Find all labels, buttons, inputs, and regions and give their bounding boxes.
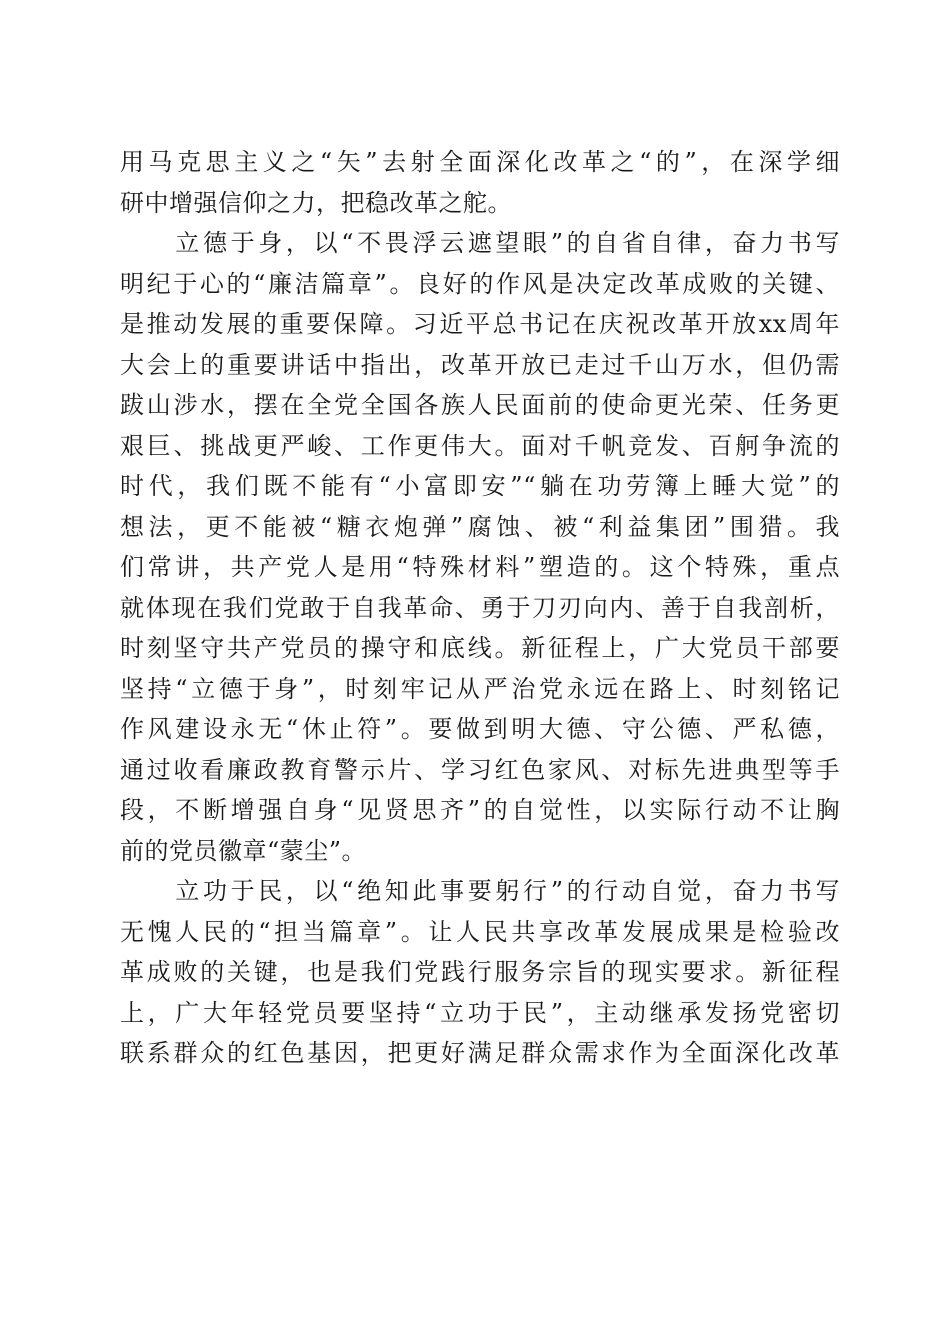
- text-line: 跋山涉水，摆在全党全国各族人民面前的使命更光荣、任务更: [120, 391, 840, 419]
- text-line: 坚持“立德于身”，时刻牢记从严治党永远在路上、时刻铭记: [120, 674, 840, 703]
- text-line: 上，广大年轻党员要坚持“立功于民”，主动继承发扬党密切: [120, 998, 840, 1027]
- text-line: 段，不断增强自身“见贤思齐”的自觉性，以实际行动不让胸: [120, 796, 840, 824]
- paragraph-1: [120, 142, 840, 223]
- text-line: 前的党员徽章“蒙尘”。: [120, 836, 367, 865]
- text-line: 时刻坚守共产党员的操守和底线。新征程上，广大党员干部要: [120, 634, 840, 662]
- text-line: 大会上的重要讲话中指出，改革开放已走过千山万水，但仍需: [120, 350, 840, 379]
- text-line: 革成败的关键，也是我们党践行服务宗旨的现实要求。新征程: [120, 958, 840, 986]
- paragraph-2: [120, 223, 840, 871]
- text-line: 研中增强信仰之力，把稳改革之舵。: [120, 188, 512, 217]
- text-line: 明纪于心的“廉洁篇章”。良好的作风是决定改革成败的关键、: [120, 269, 840, 298]
- text-line: 就体现在我们党敢于自我革命、勇于刀刃向内、善于自我剖析，: [120, 593, 840, 622]
- text-line: 们常讲，共产党人是用“特殊材料”塑造的。这个特殊，重点: [120, 553, 840, 581]
- text-line: 时代，我们既不能有“小富即安”“躺在功劳簿上睡大觉”的: [120, 472, 840, 500]
- text-line: 作风建设永无“休止符”。要做到明大德、守公德、严私德，: [120, 715, 840, 743]
- text-line: 立德于身，以“不畏浮云遮望眼”的自省自律，奋力书写: [120, 229, 840, 257]
- document-body: [120, 142, 840, 1074]
- text-line: 无愧人民的“担当篇章”。让人民共享改革发展成果是检验改: [120, 917, 840, 946]
- text-line: 艰巨、挑战更严峻、工作更伟大。面对千帆竞发、百舸争流的: [120, 431, 840, 460]
- text-line: 通过收看廉政教育警示片、学习红色家风、对标先进典型等手: [120, 755, 840, 784]
- text-line: 用马克思主义之“矢”去射全面深化改革之“的”，在深学细: [120, 148, 840, 176]
- text-line: 立功于民，以“绝知此事要躬行”的行动自觉，奋力书写: [120, 877, 840, 905]
- text-line: 联系群众的红色基因，把更好满足群众需求作为全面深化改革: [120, 1039, 840, 1067]
- text-line: 是推动发展的重要保障。习近平总书记在庆祝改革开放xx周年: [120, 310, 840, 338]
- text-line: 想法，更不能被“糖衣炮弹”腐蚀、被“利益集团”围猎。我: [120, 512, 840, 541]
- paragraph-3: [120, 871, 840, 1074]
